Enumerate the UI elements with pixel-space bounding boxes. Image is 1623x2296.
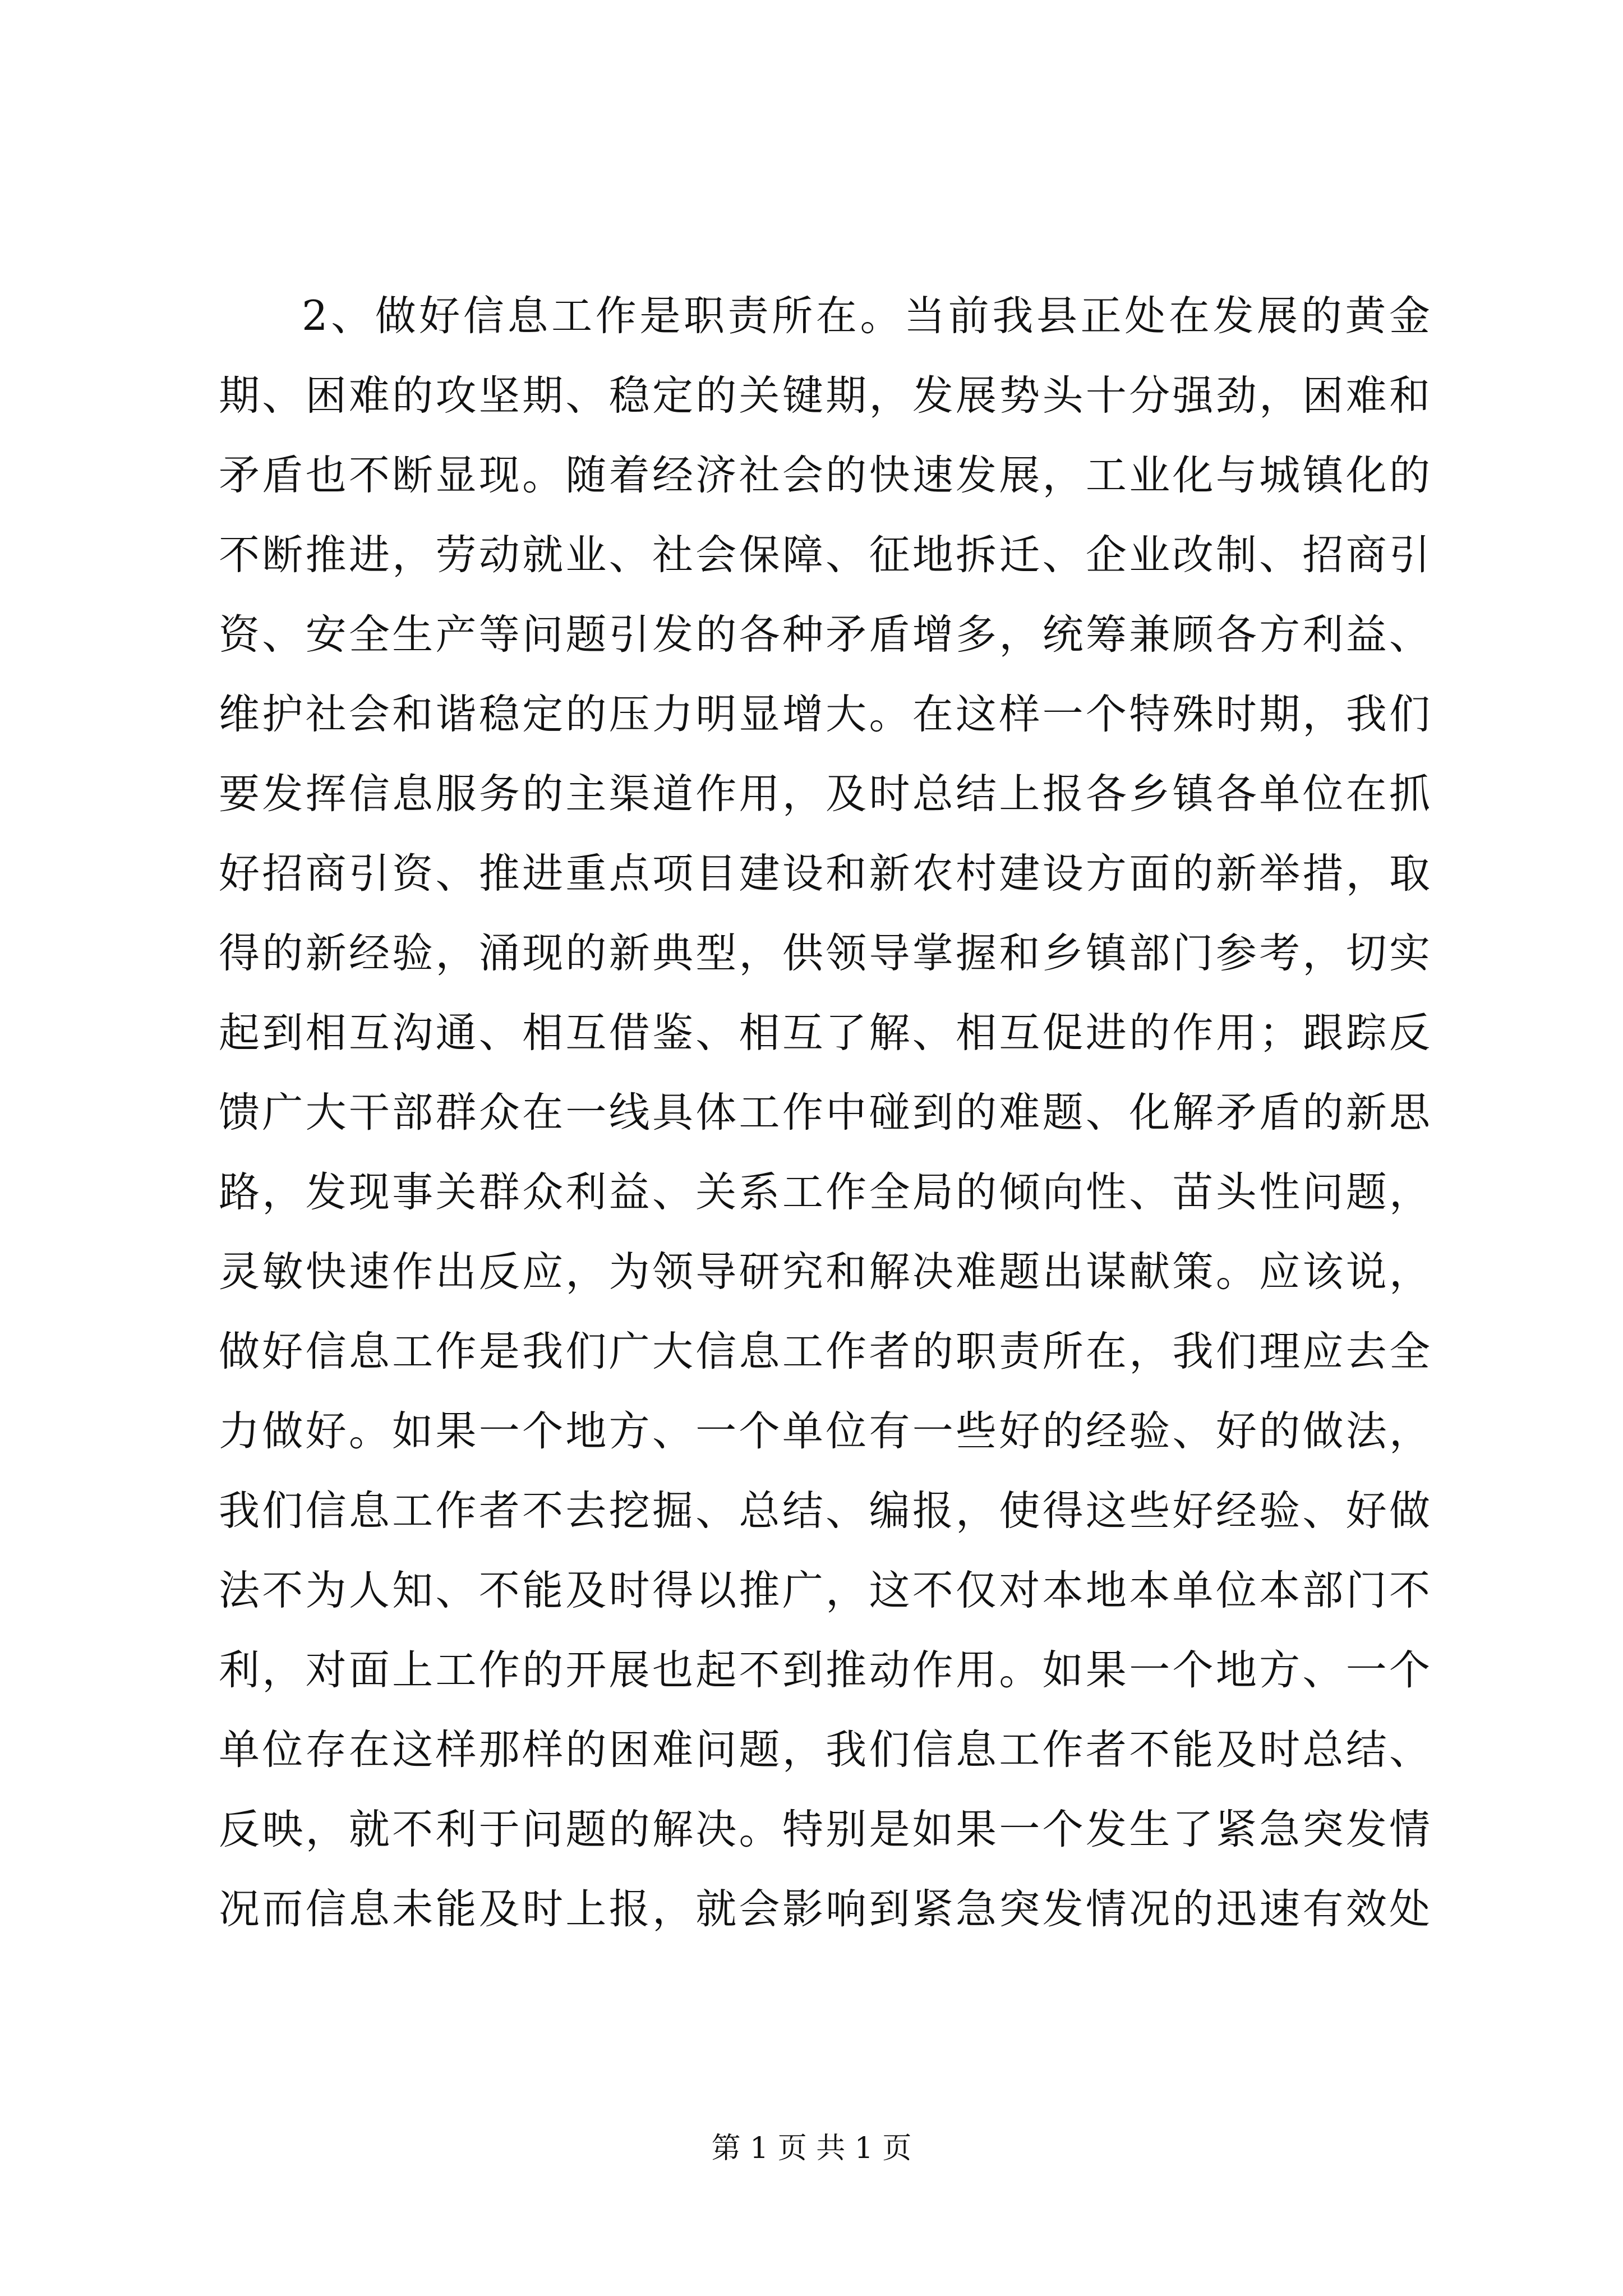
text-line: 灵敏快速作出反应，为领导研究和解决难题出谋献策。应该说， [219, 1248, 1430, 1296]
text-line: 得的新经验，涌现的新典型，供领导掌握和乡镇部门参考，切实 [219, 930, 1430, 977]
text-line: 力做好。如果一个地方、一个单位有一些好的经验、好的做法， [219, 1407, 1430, 1455]
text-line: 馈广大干部群众在一线具体工作中碰到的难题、化解矛盾的新思 [219, 1089, 1430, 1137]
text-line: 要发挥信息服务的主渠道作用，及时总结上报各乡镇各单位在抓 [219, 770, 1430, 818]
text-line: 反映，就不利于问题的解决。特别是如果一个发生了紧急突发情 [219, 1806, 1430, 1853]
text-line: 起到相互沟通、相互借鉴、相互了解、相互促进的作用；跟踪反 [219, 1009, 1430, 1057]
text-line: 好招商引资、推进重点项目建设和新农村建设方面的新举措，取 [219, 850, 1430, 898]
text-line: 况而信息未能及时上报，就会影响到紧急突发情况的迅速有效处 [219, 1885, 1430, 1933]
text-line: 资、安全生产等问题引发的各种矛盾增多，统筹兼顾各方利益、 [219, 611, 1430, 659]
text-line: 期、困难的攻坚期、稳定的关键期，发展势头十分强劲，困难和 [219, 372, 1430, 420]
text-line: 矛盾也不断显现。随着经济社会的快速发展，工业化与城镇化的 [219, 452, 1430, 499]
page-footer: 第 1 页 共 1 页 [711, 2132, 912, 2165]
text-line: 路，发现事关群众利益、关系工作全局的倾向性、苗头性问题， [219, 1168, 1430, 1216]
text-line: 单位存在这样那样的困难问题，我们信息工作者不能及时总结、 [219, 1726, 1430, 1774]
text-line: 2、做好信息工作是职责所在。当前我县正处在发展的黄金 [302, 292, 1430, 340]
text-line: 法不为人知、不能及时得以推广，这不仅对本地本单位本部门不 [219, 1567, 1430, 1614]
text-line: 我们信息工作者不去挖掘、总结、编报，使得这些好经验、好做 [219, 1487, 1430, 1535]
text-line: 不断推进，劳动就业、社会保障、征地拆迁、企业改制、招商引 [219, 531, 1430, 579]
text-line: 维护社会和谐稳定的压力明显增大。在这样一个特殊时期，我们 [219, 691, 1430, 738]
text-line: 做好信息工作是我们广大信息工作者的职责所在，我们理应去全 [219, 1328, 1430, 1375]
text-line: 利，对面上工作的开展也起不到推动作用。如果一个地方、一个 [219, 1646, 1430, 1694]
